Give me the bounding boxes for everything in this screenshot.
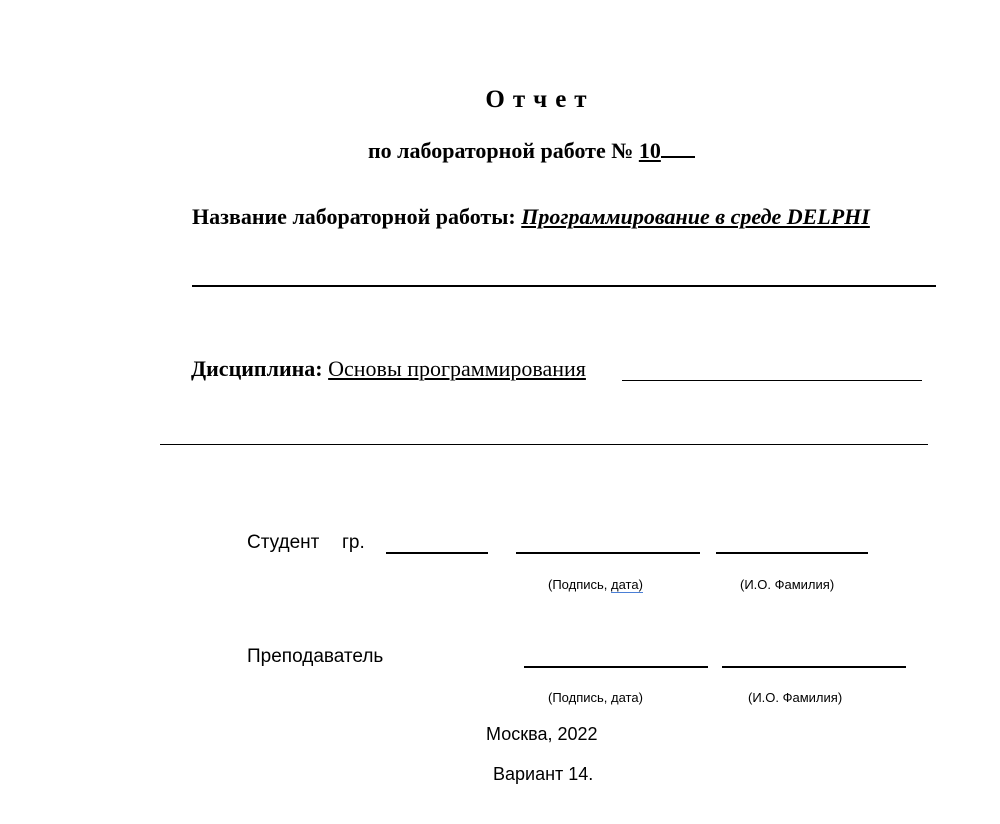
student-signature-line	[516, 552, 700, 554]
teacher-label: Преподаватель	[247, 646, 384, 667]
work-continuation-line	[192, 285, 936, 287]
teacher-name-caption: (И.О. Фамилия)	[748, 690, 843, 705]
work-label: Название лабораторной работы:	[192, 204, 516, 229]
subtitle-prefix: по лабораторной работе №	[368, 138, 634, 163]
student-name-caption: (И.О. Фамилия)	[740, 577, 835, 592]
lab-work-name	[192, 204, 870, 230]
report-title: Отчет	[485, 86, 595, 113]
discipline-trailing-line	[622, 380, 922, 381]
discipline-continuation-line	[160, 444, 928, 445]
teacher-name-line	[722, 666, 906, 668]
date-link[interactable]: дата)	[611, 577, 643, 592]
discipline-label: Дисциплина:	[191, 356, 323, 381]
sign-caption-text: (Подпись,	[548, 577, 612, 592]
teacher-signature-line	[524, 666, 708, 668]
lab-number-blank-line	[661, 136, 695, 158]
discipline-value: Основы программирования	[328, 356, 586, 381]
group-label: гр.	[342, 532, 365, 553]
group-line	[386, 552, 488, 554]
discipline-row	[191, 356, 586, 382]
teacher-sign-date-caption: (Подпись, дата)	[548, 690, 643, 705]
work-value: Программирование в среде DELPHI	[521, 204, 870, 229]
student-sign-date-caption	[548, 577, 643, 592]
lab-number: 10	[638, 138, 661, 163]
student-label: Студент	[247, 532, 320, 553]
student-name-line	[716, 552, 868, 554]
report-subtitle	[368, 136, 695, 164]
variant: Вариант 14.	[493, 764, 594, 784]
city-year: Москва, 2022	[486, 724, 598, 744]
